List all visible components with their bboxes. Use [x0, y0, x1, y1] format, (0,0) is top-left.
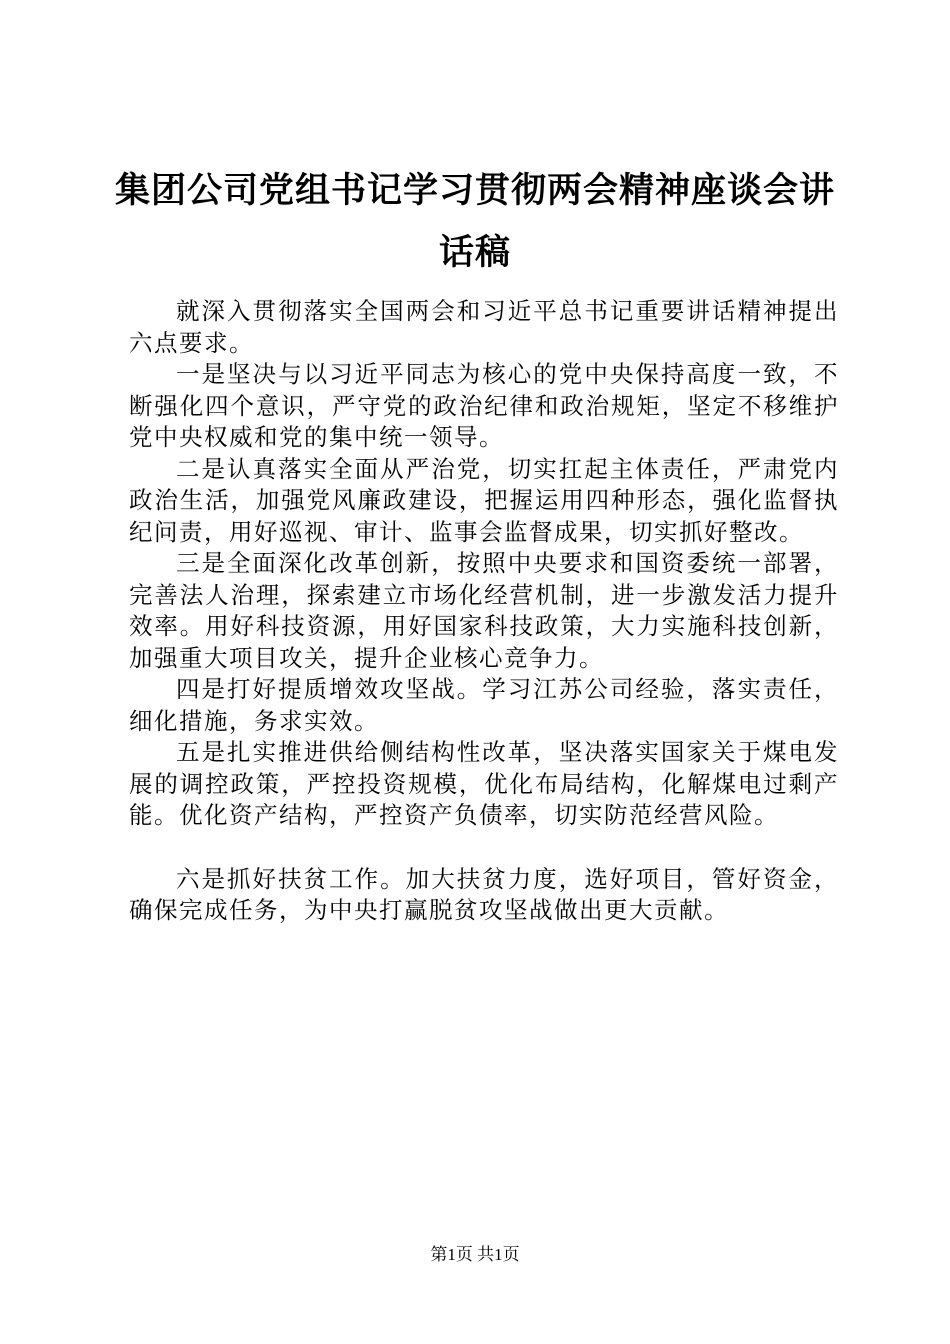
paragraph-intro: 就深入贯彻落实全国两会和习近平总书记重要讲话精神提出六点要求。: [129, 297, 839, 357]
page-number-footer: 第1页 共1页: [430, 1245, 520, 1264]
document-title: 集团公司党组书记学习贯彻两会精神座谈会讲话稿: [114, 171, 835, 273]
paragraph-point-5: 五是扎实推进供给侧结构性改革，坚决落实国家关于煤电发展的调控政策，严控投资规模，优化布局结构，化解煤电过剩产能。优化资产结构，严控资产负债率，切实防范经营风险。: [129, 738, 839, 829]
paragraph-point-3: 三是全面深化改革创新，按照中央要求和国资委统一部署，完善法人治理，探索建立市场化经营机制，进一步激发活力提升效率。用好科技资源，用好国家科技政策，大力实施科技创新，加强重大项目攻关，提升企业核心竞争力。: [129, 549, 839, 672]
paragraph-point-2: 二是认真落实全面从严治党，切实扛起主体责任，严肃党内政治生活，加强党风廉政建设，把握运用四种形态，强化监督执纪问责，用好巡视、审计、监事会监督成果，切实抓好整改。: [129, 454, 839, 546]
document-body: [129, 296, 839, 927]
paragraph-point-4: 四是打好提质增效攻坚战。学习江苏公司经验，落实责任，细化措施，务求实效。: [129, 675, 839, 735]
paragraph-point-1: 一是坚决与以习近平同志为核心的党中央保持高度一致，不断强化四个意识，严守党的政治纪律和政治规矩，坚定不移维护党中央权威和党的集中统一领导。: [129, 360, 839, 451]
paragraph-point-6: 六是抓好扶贫工作。加大扶贫力度，选好项目，管好资金，确保完成任务，为中央打赢脱贫攻坚战做出更大贡献。: [129, 864, 839, 924]
